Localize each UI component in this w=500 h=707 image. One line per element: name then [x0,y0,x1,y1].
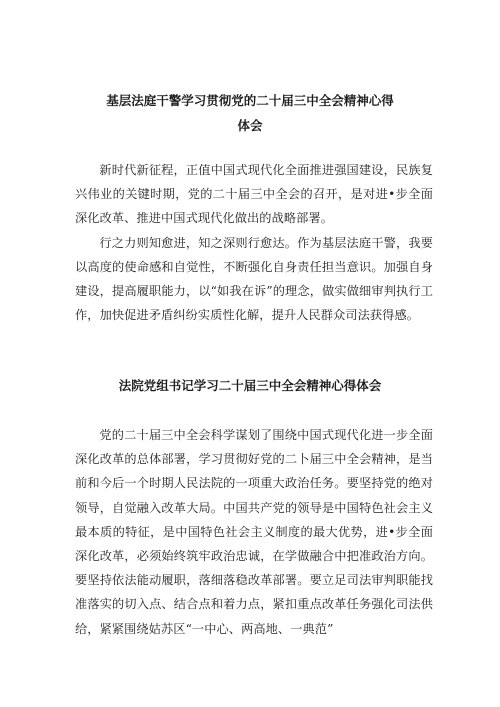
article-2-body [75,423,433,641]
article-2-title: 法院党组书记学习二十届三中全会精神心得体会 [118,378,382,393]
article-1-title [70,88,430,138]
article-1-paragraph-2: 行之力则知愈进，知之深则行愈达。作为基层法庭干警，我要以高度的使命感和自觉性，不断强化自身责任担当意识。加强自身建设，提高履职能力，以“如我在诉”的理念，做实做细审判执行工作，加快促进矛盾纠纷实质性化解，提升人民群众司法获得感。 [75,235,433,323]
article-1-title-line-1: 基层法庭干警学习贯彻党的二十届三中全会精神心得 [106,93,394,108]
article-1-body [75,158,433,327]
article-2-paragraph-1: 党的二十届三中全会科学谋划了围绕中国式现代化进一步全面深化改革的总体部署，学习贯彻好党的二卜届三中全会精神，是当前和今后一个时期人民法院的一项重大政治任务。要坚持党的绝对领导，自觉融入改革大局。中国共产党的领导是中国特色社会主义最本质的特征，是中国特色社会主义制度的最大优势，进•步全面深化改革，必须始终筑牢政治忠诚，在学做融合中把准政治方向。要坚持依法能动履职，落细落稳改革部署。要立足司法审判职能找准落实的切入点、结合点和着力点，紧扣重点改革任务强化司法供给，紧紧围绕姑苏区“一中心、两高地、一典范” [75,428,433,636]
article-1-title-line-2: 体会 [237,118,263,133]
article-1-paragraph-1: 新时代新征程，正值中国式现代化全面推进强国建设，民族复兴伟业的关键时期，党的二十届三中全会的召开，是对进•步全面深化改革、推进中国式现代化做出的战略部署。 [75,163,433,226]
